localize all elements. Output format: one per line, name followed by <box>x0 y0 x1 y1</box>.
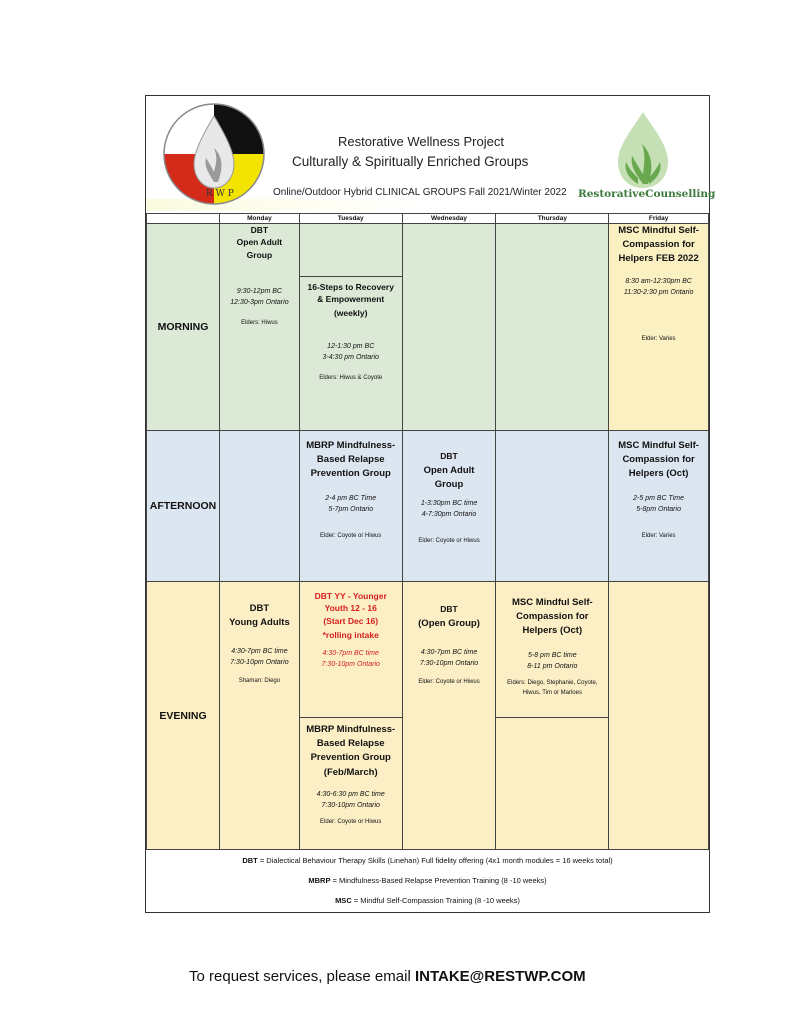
afternoon-friday-cell <box>609 431 709 582</box>
evening-thursday-title3: Helpers (Oct) <box>522 625 583 636</box>
morning-tuesday-title3: (weekly) <box>333 308 368 318</box>
legend-msc-text: = Mindful Self-Compassion Training (8 -10 weeks) <box>351 896 520 905</box>
afternoon-friday-title1: MSC Mindful Self- <box>618 440 699 451</box>
evening-thursday-time2: 8-11 pm Ontario <box>527 663 578 670</box>
contact-footer <box>189 968 586 985</box>
afternoon-thursday-cell <box>496 431 609 582</box>
evening-thursday-cell <box>496 582 609 850</box>
afternoon-tuesday-title2: Based Relapse <box>316 454 385 465</box>
morning-wednesday-cell <box>402 224 496 431</box>
evening-thursday-title1: MSC Mindful Self- <box>511 597 593 608</box>
morning-row <box>147 224 709 431</box>
evening-monday-title1: DBT <box>249 603 270 614</box>
evening-tuesday-title4: *rolling intake <box>322 630 379 640</box>
morning-tuesday-time2: 3-4:30 pm Ontario <box>322 354 379 361</box>
morning-tuesday-title2: & Empowerment <box>317 294 385 304</box>
evening-tuesday2-time1: 4:30-6:30 pm BC time <box>316 791 385 798</box>
morning-monday-time2: 12:30-3pm Ontario <box>230 299 289 306</box>
project-title: Restorative Wellness Project <box>338 134 504 149</box>
evening-wednesday-elders: Elder: Coyote or Hiwus <box>418 679 480 685</box>
afternoon-tuesday-title3: Prevention Group <box>310 468 391 479</box>
day-monday: Monday <box>219 214 299 224</box>
afternoon-wednesday-elders: Elder: Coyote or Hiwus <box>418 538 480 544</box>
slot-morning: MORNING <box>147 224 220 431</box>
afternoon-tuesday-title1: MBRP Mindfulness- <box>306 440 396 451</box>
afternoon-wednesday-time1: 1-3:30pm BC time <box>420 500 478 507</box>
afternoon-tuesday-elders: Elder: Coyote or Hiwus <box>320 533 382 539</box>
evening-tuesday2-title4: (Feb/March) <box>323 767 378 778</box>
evening-tuesday-title2: Youth 12 - 16 <box>324 603 377 613</box>
document-header <box>146 96 716 213</box>
groups-season: Online/Outdoor Hybrid CLINICAL GROUPS Fall 2021/Winter 2022 <box>273 187 567 198</box>
afternoon-tuesday-time1: 2-4 pm BC Time <box>325 495 377 502</box>
evening-row <box>147 582 709 850</box>
evening-tuesday-title1: DBT YY - Younger <box>314 591 387 601</box>
afternoon-row <box>147 431 709 582</box>
afternoon-friday-elders: Elder: Varies <box>641 533 676 539</box>
schedule-table <box>146 213 709 850</box>
morning-friday-title1: MSC Mindful Self- <box>618 225 699 236</box>
evening-tuesday2-elders: Elder: Coyote or Hiwus <box>320 819 382 825</box>
afternoon-friday-title3: Helpers (Oct) <box>628 468 689 479</box>
afternoon-tuesday-cell <box>299 431 402 582</box>
evening-tuesday2-title1: MBRP Mindfulness- <box>306 724 396 735</box>
morning-thursday-cell <box>496 224 609 431</box>
legend-dbt-abbr: DBT <box>242 856 258 865</box>
logo-letters: R W P <box>206 189 234 199</box>
day-friday: Friday <box>609 214 709 224</box>
slot-evening: EVENING <box>147 582 220 850</box>
afternoon-monday-cell <box>219 431 299 582</box>
footer-text: To request services, please email <box>189 968 415 985</box>
morning-tuesday-elders: Elders: Hiwus & Coyote <box>319 375 383 381</box>
evening-wednesday-time1: 4:30-7pm BC time <box>420 649 478 656</box>
evening-monday-time1: 4:30-7pm BC time <box>231 648 288 655</box>
evening-thursday-elders1: Elders: Diego, Stephanie, Coyote, <box>507 680 598 686</box>
afternoon-friday-title2: Compassion for <box>622 454 695 465</box>
corner-cell <box>147 214 220 224</box>
evening-tuesday2-title2: Based Relapse <box>316 738 385 749</box>
legend-mbrp <box>146 871 709 891</box>
afternoon-friday-time2: 5-8pm Ontario <box>636 506 681 513</box>
day-wednesday: Wednesday <box>402 214 496 224</box>
afternoon-friday-time1: 2-5 pm BC Time <box>633 495 685 502</box>
evening-tuesday-time2: 7:30-10pm Ontario <box>321 661 380 668</box>
project-subtitle: Culturally & Spiritually Enriched Groups <box>292 154 529 169</box>
evening-wednesday-title1: DBT <box>440 604 458 614</box>
restorative-counselling-brand: RestorativeCounselling <box>578 188 716 200</box>
afternoon-wednesday-cell <box>402 431 496 582</box>
evening-tuesday2-title3: Prevention Group <box>310 752 391 763</box>
legend-dbt <box>146 851 709 871</box>
afternoon-wednesday-title2: Open Adult <box>423 465 475 476</box>
evening-monday-cell <box>219 582 299 850</box>
morning-monday-title1: DBT <box>250 225 269 235</box>
schedule-document <box>145 95 716 913</box>
morning-monday-title3: Group <box>246 250 273 260</box>
evening-thursday-elders2: Hiwus, Tim or Marloes <box>522 690 582 696</box>
evening-monday-elders: Shaman: Diego <box>238 678 281 684</box>
slot-afternoon: AFTERNOON <box>147 431 220 582</box>
evening-thursday-time1: 5-8 pm BC time <box>528 652 577 659</box>
evening-wednesday-title2: (Open Group) <box>418 618 480 629</box>
morning-monday-title2: Open Adult <box>236 237 283 247</box>
evening-tuesday-time1: 4:30-7pm BC time <box>322 650 379 657</box>
evening-monday-title2: Young Adults <box>229 617 290 628</box>
morning-friday-title3: Helpers FEB 2022 <box>618 253 699 264</box>
morning-monday-cell <box>219 224 299 431</box>
afternoon-tuesday-time2: 5-7pm Ontario <box>328 506 374 513</box>
evening-monday-time2: 7:30-10pm Ontario <box>230 659 289 666</box>
legend-mbrp-text: = Mindfulness-Based Relapse Prevention Training (8 -10 weeks) <box>330 876 547 885</box>
evening-thursday-title2: Compassion for <box>516 611 589 622</box>
day-thursday: Thursday <box>496 214 609 224</box>
evening-friday-cell <box>609 582 709 850</box>
morning-tuesday-cell <box>299 224 402 431</box>
morning-friday-time2: 11:30-2:30 pm Ontario <box>623 289 694 296</box>
morning-monday-time1: 9:30-12pm BC <box>236 288 282 295</box>
green-flame-logo <box>608 110 678 190</box>
intake-email[interactable]: INTAKE@RESTWP.COM <box>414 968 586 985</box>
afternoon-wednesday-title1: DBT <box>440 451 458 461</box>
day-tuesday: Tuesday <box>299 214 402 224</box>
legend <box>146 851 709 912</box>
morning-friday-cell <box>609 224 709 431</box>
legend-msc <box>146 891 709 911</box>
legend-mbrp-abbr: MBRP <box>308 876 331 885</box>
evening-tuesday2-time2: 7:30-10pm Ontario <box>321 802 380 809</box>
evening-tuesday-title3: (Start Dec 16) <box>323 616 379 626</box>
morning-friday-title2: Compassion for <box>622 239 695 250</box>
morning-friday-time1: 8:30 am-12:30pm BC <box>625 278 692 285</box>
afternoon-wednesday-time2: 4-7:30pm Ontario <box>421 511 477 518</box>
evening-wednesday-cell <box>402 582 496 850</box>
legend-dbt-text: = Dialectical Behaviour Therapy Skills (Linehan) Full fidelity offering (4x1 month modules = 16 weeks total) <box>257 856 613 865</box>
morning-friday-elders: Elder: Varies <box>641 336 676 342</box>
afternoon-wednesday-title3: Group <box>434 479 464 490</box>
morning-monday-elders: Elders: Hiwus <box>241 320 278 326</box>
morning-tuesday-time1: 12-1:30 pm BC <box>327 343 375 350</box>
legend-msc-abbr: MSC <box>335 896 352 905</box>
medicine-wheel-logo <box>162 102 266 206</box>
day-header-row <box>147 214 709 224</box>
evening-tuesday-cell <box>299 582 402 850</box>
morning-tuesday-title1: 16-Steps to Recovery <box>307 282 394 292</box>
evening-wednesday-time2: 7:30-10pm Ontario <box>419 660 479 667</box>
